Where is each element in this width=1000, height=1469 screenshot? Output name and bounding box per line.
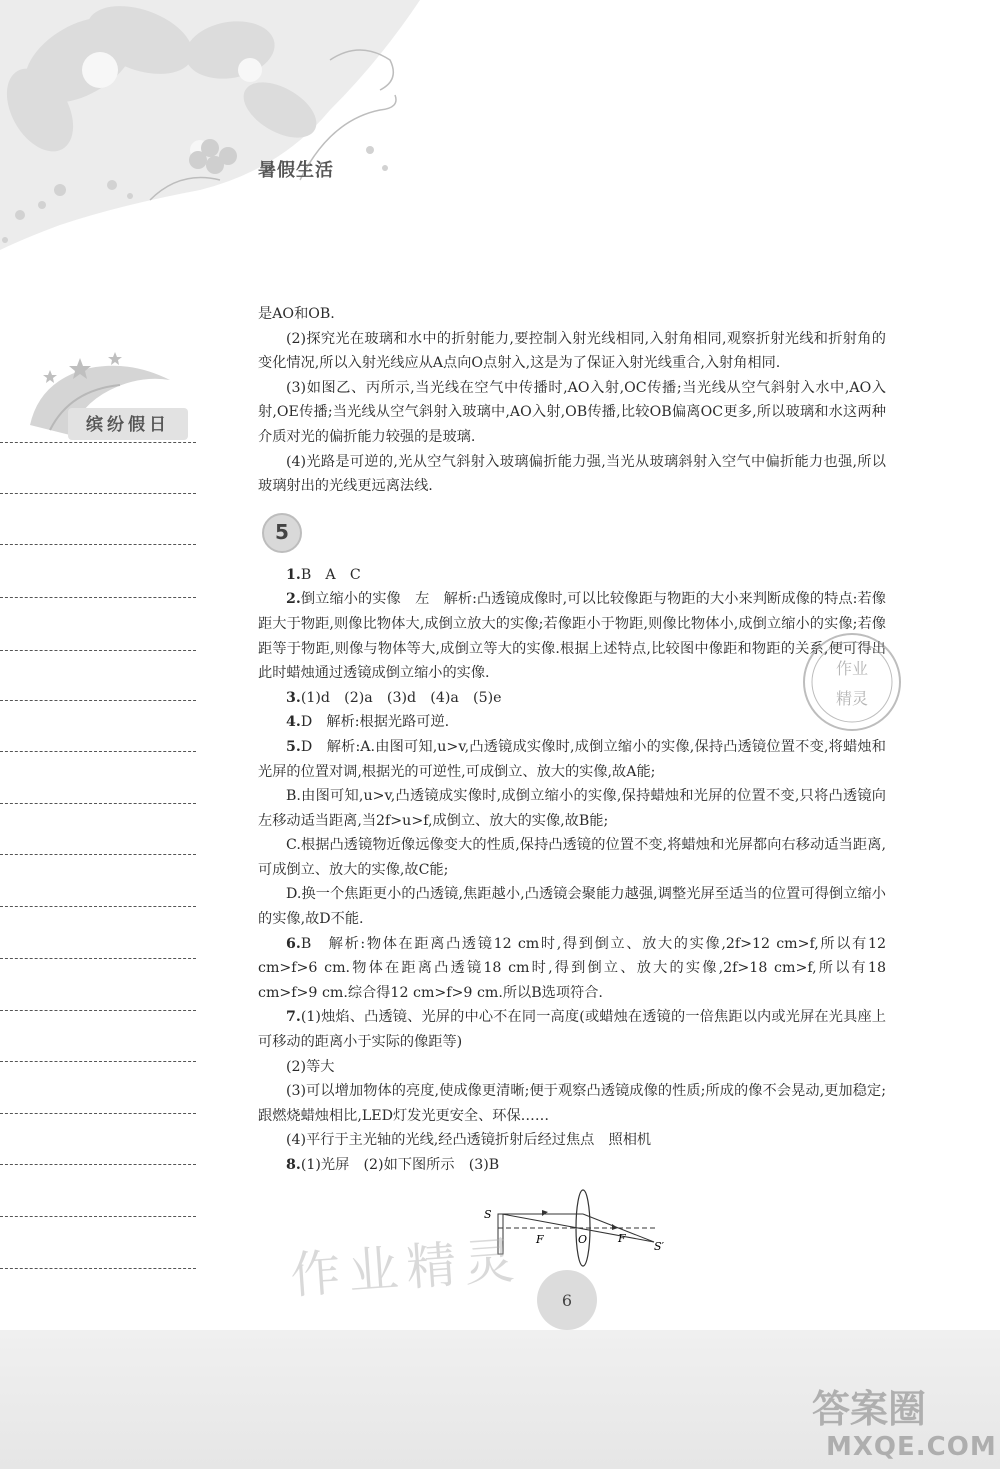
answer-text: D 解析:A.由图可知,u>v,凸透镜成实像时,成倒立缩小的实像,保持凸透镜位置不变,将蜡烛和光屏的位置对调,根据光的可逆性,可成倒立、放大的实像,故A能; xyxy=(258,738,886,780)
page-number: 6 xyxy=(537,1270,597,1330)
answer-number: 4. xyxy=(286,714,301,731)
answer-item xyxy=(258,932,886,1006)
answer-number: 2. xyxy=(286,591,301,608)
note-line xyxy=(0,1061,196,1062)
note-line xyxy=(0,1164,196,1165)
note-line xyxy=(0,958,196,959)
note-line xyxy=(0,906,196,907)
note-line xyxy=(0,1268,196,1269)
label-s-prime: S′ xyxy=(654,1240,665,1253)
answer-content xyxy=(258,302,886,1178)
section-number-badge: 5 xyxy=(262,513,302,553)
answer-item xyxy=(258,1005,886,1054)
stamp-text-bottom: 精灵 xyxy=(835,689,869,708)
answer-subpart: C.根据凸透镜物近像远像变大的性质,保持凸透镜的位置不变,将蜡烛和光屏都向右移动适当距离,可成倒立、放大的实像,故C能; xyxy=(258,837,886,878)
note-line xyxy=(0,1113,196,1114)
stamp-text-top: 作业 xyxy=(835,659,869,678)
intro-line: (3)如图乙、丙所示,当光线在空气中传播时,AO入射,OC传播;当光线从空气斜射入水中,AO入射,OE传播;当光线从空气斜射入玻璃中,AO入射,OB传播,比较OB偏离OC更多,所以玻璃和水这两种介质对光的偏折能力较强的是玻璃. xyxy=(258,379,886,445)
stamp-watermark xyxy=(798,628,906,736)
center-watermark: 作业精灵 xyxy=(288,1230,525,1306)
intro-line: (2)探究光在玻璃和水中的折射能力,要控制入射光线相同,入射角相同,观察折射光线和折射角的变化情况,所以入射光线应从A点向O点射入,这是为了保证入射光线重合,入射角相同. xyxy=(258,330,886,372)
floral-header-decoration xyxy=(0,0,1000,300)
url-watermark: MXQE.COM xyxy=(826,1432,997,1462)
note-line xyxy=(0,544,196,545)
intro-line: 是AO和OB. xyxy=(258,306,335,322)
note-line xyxy=(0,751,196,752)
label-focus-left: F xyxy=(536,1233,544,1246)
label-s: S xyxy=(484,1208,492,1221)
answer-number: 1. xyxy=(286,566,301,583)
answer-number: 3. xyxy=(286,689,301,706)
answer-text: B 解析:物体在距离凸透镜12 cm时,得到倒立、放大的实像,2f>12 cm>f,所以有12 cm>f>6 cm.物体在距离凸透镜18 cm时,得到倒立、放大的实像,2f>18 cm>f,所以有18 cm>f>9 cm.综合得12 cm>f>9 cm.所以B选项符合. xyxy=(258,935,886,1001)
answer-text: (1)d (2)a (3)d (4)a (5)e xyxy=(300,689,502,706)
answer-subpart: (2)等大 xyxy=(286,1058,335,1075)
answer-text: D 解析:根据光路可逆. xyxy=(300,714,450,731)
answer-item xyxy=(258,1153,886,1178)
answer-number: 6. xyxy=(286,935,301,952)
label-optical-center: O xyxy=(578,1233,588,1246)
answer-item xyxy=(258,587,886,685)
note-line xyxy=(0,597,196,598)
note-line xyxy=(0,1216,196,1217)
intro-line: (4)光路是可逆的,光从空气斜射入玻璃偏折能力强,当光从玻璃斜射入空气中偏折能力也强,所以玻璃射出的光线更远离法线. xyxy=(258,453,886,495)
answer-number: 5. xyxy=(286,738,301,755)
answer-item xyxy=(258,563,886,588)
label-focus-right: F xyxy=(618,1232,626,1245)
answer-text: (1)光屏 (2)如下图所示 (3)B xyxy=(300,1157,500,1173)
brand-watermark: 答案圈 xyxy=(812,1387,927,1431)
answer-subpart: B.由图可知,u>v,凸透镜成实像时,成倒立缩小的实像,保持蜡烛和光屏的位置不变,只将凸透镜向左移动适当距离,当2f>u>f,成倒立、放大的实像,故B能; xyxy=(258,788,886,829)
note-line xyxy=(0,1010,196,1011)
answer-subpart: (4)平行于主光轴的光线,经凸透镜折射后经过焦点 照相机 xyxy=(286,1132,652,1149)
sidebar-badge-label: 缤纷假日 xyxy=(86,415,170,435)
note-line xyxy=(0,803,196,804)
answer-text: 倒立缩小的实像 左 解析:凸透镜成像时,可以比较像距与物距的大小来判断成像的特点:若像距大于物距,则像比物体大,成倒立放大的实像;若像距小于物距,则像比物体小,成倒立缩小的实像;若像距等于物距,则像与物体等大,成倒立等大的实像.根据上述特点,比较图中像距和物距的关系,便可得出此时蜡烛通过透镜成倒立缩小的实像. xyxy=(258,591,886,682)
header-title: 暑假生活 xyxy=(258,160,334,181)
ray-arrow xyxy=(542,1210,548,1216)
note-line xyxy=(0,493,196,494)
answer-text: (1)烛焰、凸透镜、光屏的中心不在同一高度(或蜡烛在透镜的一倍焦距以内或光屏在光具座上可移动的距离小于实际的像距等) xyxy=(258,1009,886,1051)
answer-number: 8. xyxy=(286,1157,301,1173)
answer-subpart: (3)可以增加物体的亮度,使成像更清晰;便于观察凸透镜成像的性质;所成的像不会晃动,更加稳定;跟燃烧蜡烛相比,LED灯发光更安全、环保…… xyxy=(258,1083,886,1124)
answer-subpart: D.换一个焦距更小的凸透镜,焦距越小,凸透镜会聚能力越强,调整光屏至适当的位置可得倒立缩小的实像,故D不能. xyxy=(258,886,886,928)
note-line xyxy=(0,854,196,855)
answer-item xyxy=(258,710,886,735)
note-line xyxy=(0,700,196,701)
note-line xyxy=(0,442,196,443)
answer-text: B A C xyxy=(300,566,361,583)
answer-item xyxy=(258,735,886,784)
answer-number: 7. xyxy=(286,1009,301,1026)
note-lines xyxy=(0,430,196,1290)
answer-item xyxy=(258,686,886,711)
note-line xyxy=(0,650,196,651)
